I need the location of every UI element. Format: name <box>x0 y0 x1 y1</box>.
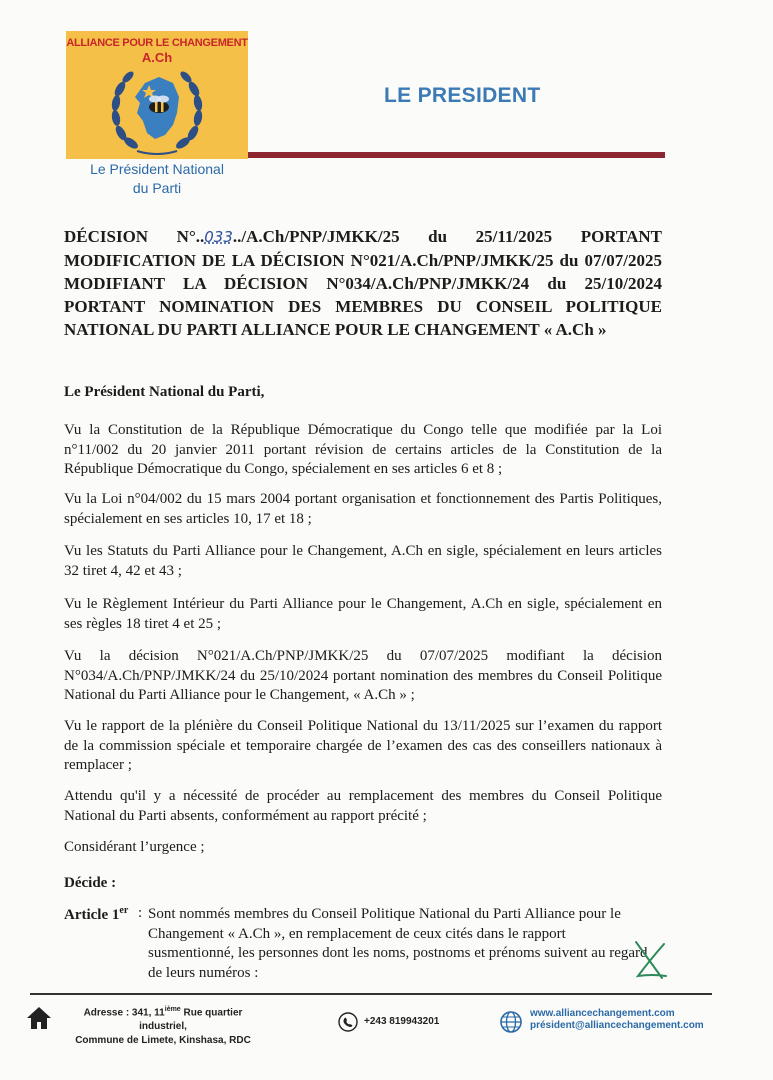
decide-heading: Décide : <box>64 875 117 891</box>
handwritten-decision-number: 033 <box>204 228 233 246</box>
logo-caption-line2: du Parti <box>132 180 182 196</box>
article-label <box>64 905 128 924</box>
laurel-wreath-map-icon <box>107 63 207 157</box>
article-text: Sont nommés membres du Conseil Politique National du Parti Alliance pour le Changement « A.Ch », en remplacement de ceux cités dans le rapport susmentionné, les personnes dont les noms, postnoms et prénoms suivent au regard de leurs numéros : <box>148 906 648 981</box>
vu-decision: Vu la décision N°021/A.Ch/PNP/JMKK/25 du 07/07/2025 modifiant la décision N°034/A.Ch/PNP/JMKK/24 du 25/10/2024 portant nomination des membres du Conseil Politique National du Parti Alliance pour le Changement, « A.Ch » ; <box>64 648 662 703</box>
decision-title <box>64 225 662 341</box>
logo-abbreviation: A.Ch <box>141 50 173 65</box>
header-divider <box>248 152 665 158</box>
vu-rapport: Vu le rapport de la plénière du Conseil Politique National du 13/11/2025 sur l’examen du rapport de la commission spéciale et temporaire chargée de l’examen des cas des conseillers nationaux à remplacer ; <box>64 718 662 773</box>
vu-reglement: Vu le Règlement Intérieur du Parti Alliance pour le Changement, A.Ch en sigle, spécialement en ses règles 18 tiret 4 et 25 ; <box>64 596 662 632</box>
article-colon: : <box>138 905 143 921</box>
email-link[interactable]: président@alliancechangement.com <box>530 1020 704 1031</box>
logo-caption <box>66 160 248 198</box>
salutation: Le Président National du Parti, <box>64 384 265 400</box>
article-label-sup: er <box>119 905 129 916</box>
address-line3: Commune de Limete, Kinshasa, RDC <box>75 1035 251 1047</box>
page-heading: LE PRESIDENT <box>384 84 541 107</box>
address-sup: ième <box>164 1006 181 1013</box>
globe-icon <box>499 1010 523 1034</box>
logo-org-name: ALLIANCE POUR LE CHANGEMENT <box>66 37 248 49</box>
address-prefix: Adresse : 341, 11 <box>83 1007 165 1019</box>
logo-caption-line1: Le Président National <box>90 161 224 177</box>
footer-contact <box>530 1008 704 1032</box>
decision-title-rest: ../A.Ch/PNP/JMKK/25 du 25/11/2025 PORTANT MODIFICATION DE LA DÉCISION N°021/A.Ch/PNP/JMKK/25 du 07/07/2025 MODIFIANT LA DÉCISION N°034/A.Ch/PNP/JMKK/24 du 25/10/2024 PORTANT NOMINATION DES MEMBRES DU CONSEIL POLITIQUE NATIONAL DU PARTI ALLIANCE POUR LE CHANGEMENT « A.Ch » <box>64 227 662 339</box>
handwritten-check-icon <box>632 938 668 982</box>
footer-phone: +243 819943201 <box>364 1016 440 1027</box>
party-logo <box>66 31 248 159</box>
vu-constitution: Vu la Constitution de la République Démocratique du Congo telle que modifiée par la Loi n°11/002 du 20 janvier 2011 portant révision de certains articles de la Constitution de la République Démocratique du Congo, spécialement en ses articles 6 et 8 ; <box>64 422 662 477</box>
decision-prefix: DÉCISION N°.. <box>64 227 205 246</box>
website-link[interactable]: www.alliancechangement.com <box>530 1008 675 1019</box>
considerant: Considérant l’urgence ; <box>64 839 205 855</box>
footer-divider <box>30 993 712 995</box>
article-label-text: Article 1 <box>64 907 120 923</box>
address-suffix: Rue quartier <box>180 1007 243 1019</box>
attendu: Attendu qu'il y a nécessité de procéder au remplacement des membres du Conseil Politique National du Parti absents, conformément au rapport précité ; <box>64 788 662 824</box>
address-line1 <box>56 1003 270 1020</box>
phone-icon <box>338 1012 358 1032</box>
home-icon <box>26 1005 52 1031</box>
footer-address <box>56 1003 270 1048</box>
vu-loi: Vu la Loi n°04/002 du 15 mars 2004 portant organisation et fonctionnement des Partis Politiques, spécialement en ses articles 10, 17 et 18 ; <box>64 491 662 527</box>
vu-statuts: Vu les Statuts du Parti Alliance pour le Changement, A.Ch en sigle, spécialement en leurs articles 32 tiret 4, 42 et 43 ; <box>64 543 662 579</box>
address-line2: industriel, <box>139 1021 187 1033</box>
